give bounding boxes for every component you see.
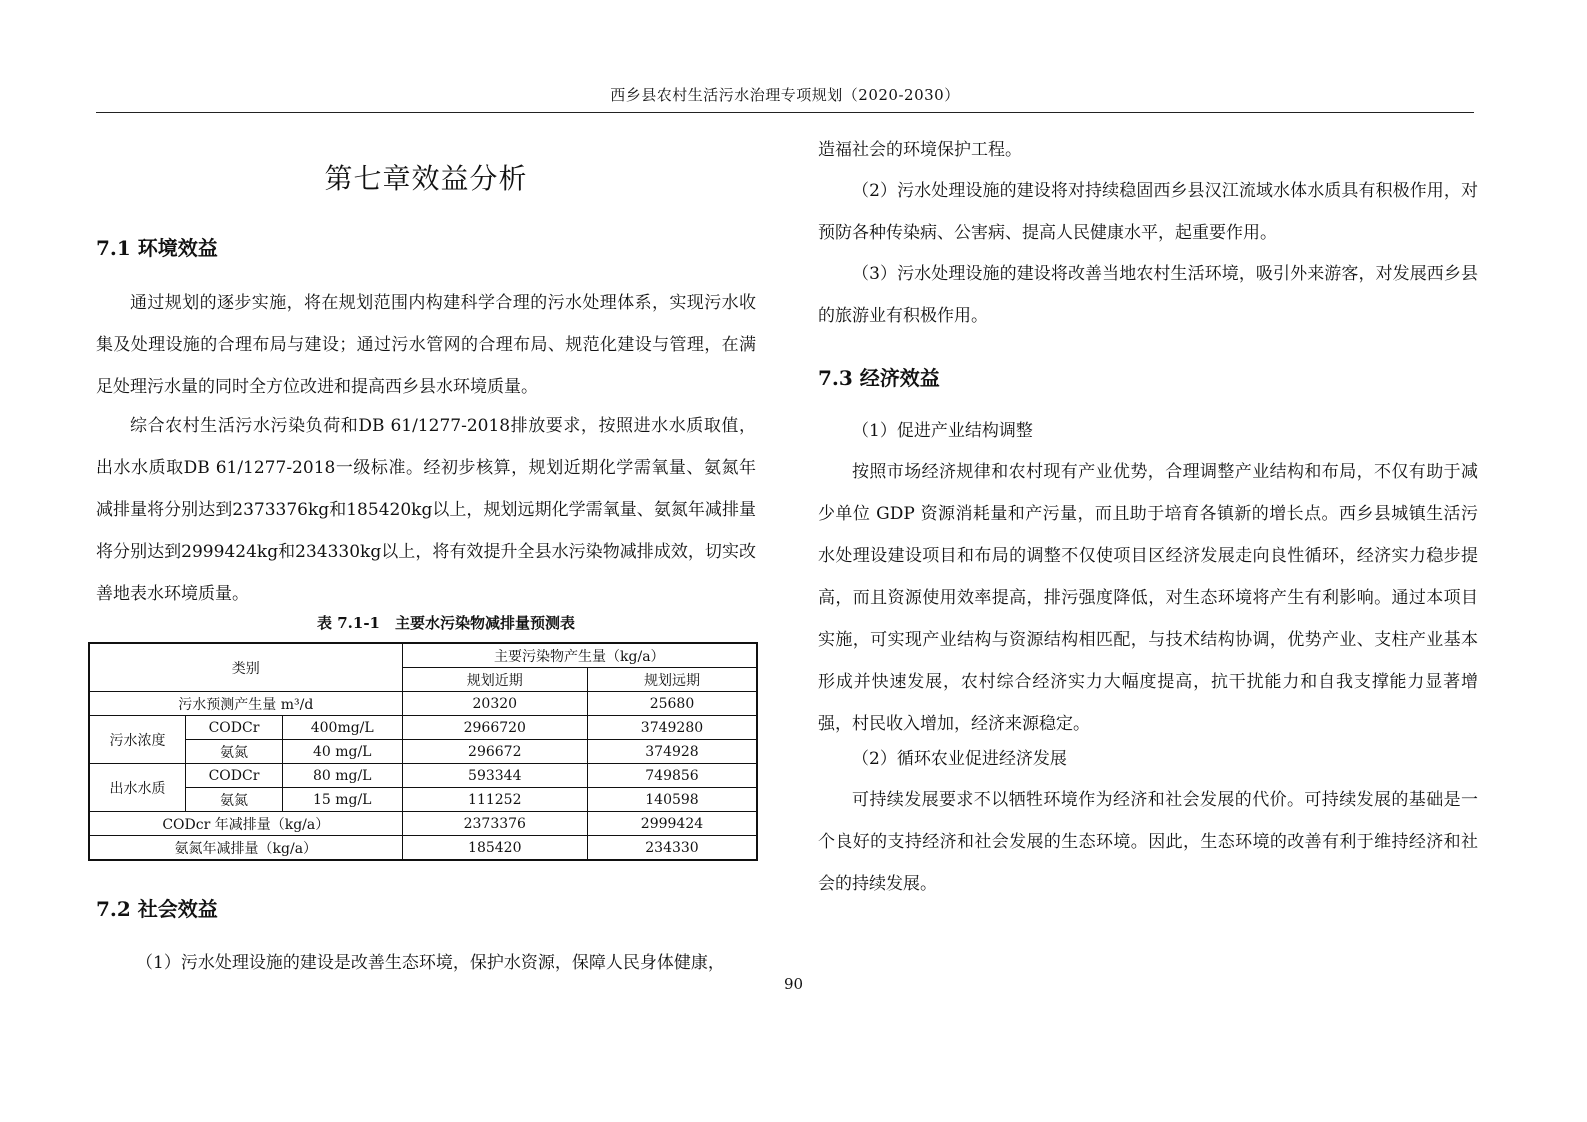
header-category: 类别 [89,643,402,692]
section-heading-7-3: 7.3 经济效益 [818,366,940,390]
paragraph-7-2-1-start: （1）污水处理设施的建设是改善生态环境，保护水资源，保障人民身体健康， [136,953,725,973]
header-near: 规划近期 [402,668,587,692]
page-number: 90 [783,975,804,993]
cell-far: 25680 [587,692,757,716]
cell-item: CODCr [186,716,283,740]
cell-near: 2966720 [402,716,587,740]
subheading-7-3-1: （1）促进产业结构调整 [852,421,1033,441]
paragraph-7-2-1-cont: 造福社会的环境保护工程。 [818,140,1022,160]
running-header: 西乡县农村生活污水治理专项规划（2020-2030） [610,86,960,104]
cell-far: 2999424 [587,812,757,836]
paragraph-7-3-1: 按照市场经济规律和农村现有产业优势，合理调整产业结构和布局，不仅有助于减少单位 GDP 资源消耗量和产污量，而且助于培育各镇新的增长点。西乡县城镇生活污水处理设建设项目和布局的调整不仅使项目区经济发展走向良性循环，经济实力稳步提高，而且资源使用效率提高，排污强度降低，对生态环境将产生有利影响。通过本项目实施，可实现产业结构与资源结构相匹配，与技术结构协调，优势产业、支柱产业基本形成并快速发展，农村综合经济实力大幅度提高，抗干扰能力和自我支撑能力显著增强，村民收入增加，经济来源稳定。 [818,462,1478,734]
cell-conc: 400mg/L [282,716,402,740]
table-row [89,788,757,812]
cell-far: 374928 [587,740,757,764]
cell-near: 185420 [402,836,587,861]
left-column [96,0,756,1122]
group-label-inflow: 污水浓度 [89,716,186,764]
table-row [89,764,757,788]
cell-conc: 15 mg/L [282,788,402,812]
row-label: 污水预测产生量 m³/d [89,692,402,716]
paragraph-7-1-b: 综合农村生活污水污染负荷和DB 61/1277-2018排放要求，按照进水水质取值，出水水质取DB 61/1277-2018一级标准。经初步核算，规划近期化学需氧量、氨氮年减排量将分别达到2373376kg和185420kg以上，规划远期化学需氧量、氨氮年减排量将分别达到2999424kg和234330kg以上，将有效提升全县水污染物减排成效，切实改善地表水环境质量。 [96,416,756,604]
cell-item: 氨氮 [186,740,283,764]
paragraph-7-1-a: 通过规划的逐步实施，将在规划范围内构建科学合理的污水处理体系，实现污水收集及处理设施的合理布局与建设；通过污水管网的合理布局、规范化建设与管理，在满足处理污水量的同时全方位改进和提高西乡县水环境质量。 [96,293,756,397]
group-label-outflow: 出水水质 [89,764,186,812]
cell-conc: 80 mg/L [282,764,402,788]
subheading-7-3-2: （2）循环农业促进经济发展 [852,749,1067,769]
cell-near: 20320 [402,692,587,716]
table-header-row [89,643,757,668]
cell-far: 140598 [587,788,757,812]
row-label: 氨氮年减排量（kg/a） [89,836,402,861]
emission-reduction-table [88,642,758,861]
section-heading-7-2: 7.2 社会效益 [96,897,218,921]
header-group: 主要污染物产生量（kg/a） [402,643,757,668]
cell-item: CODCr [186,764,283,788]
row-label: CODcr 年减排量（kg/a） [89,812,402,836]
cell-far: 234330 [587,836,757,861]
header-far: 规划远期 [587,668,757,692]
paragraph-7-2-2: （2）污水处理设施的建设将对持续稳固西乡县汉江流域水体水质具有积极作用，对预防各种传染病、公害病、提高人民健康水平，起重要作用。 [818,181,1478,243]
cell-far: 749856 [587,764,757,788]
cell-far: 3749280 [587,716,757,740]
cell-item: 氨氮 [186,788,283,812]
cell-near: 2373376 [402,812,587,836]
table-caption: 表 7.1-1 主要水污染物减排量预测表 [317,614,575,632]
cell-conc: 40 mg/L [282,740,402,764]
section-heading-7-1: 7.1 环境效益 [96,236,218,260]
table-row [89,836,757,861]
table-row [89,812,757,836]
cell-near: 296672 [402,740,587,764]
table-row [89,740,757,764]
paragraph-7-2-3: （3）污水处理设施的建设将改善当地农村生活环境，吸引外来游客，对发展西乡县的旅游业有积极作用。 [818,264,1478,326]
cell-near: 593344 [402,764,587,788]
paragraph-7-3-2: 可持续发展要求不以牺牲环境作为经济和社会发展的代价。可持续发展的基础是一个良好的支持经济和社会发展的生态环境。因此，生态环境的改善有利于维持经济和社会的持续发展。 [818,790,1478,894]
chapter-title: 第七章效益分析 [324,162,528,195]
table-row [89,692,757,716]
right-column [818,0,1478,1122]
cell-near: 111252 [402,788,587,812]
table-row [89,716,757,740]
